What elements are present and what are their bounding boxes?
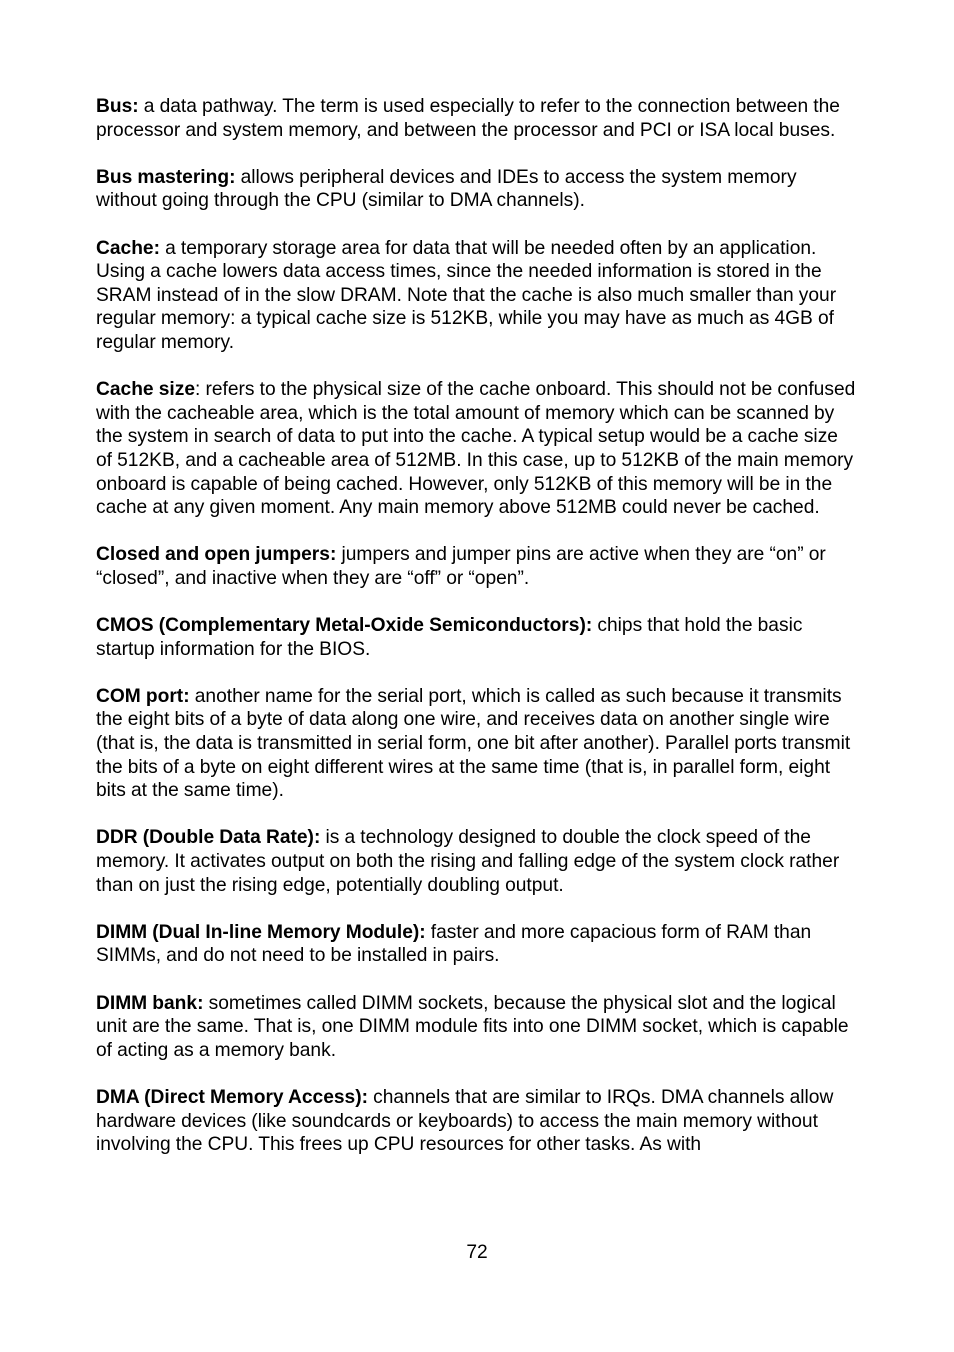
glossary-term: DIMM bank: [96,992,204,1014]
glossary-definition: : refers to the physical size of the cache onboard. This should not be confused with the cacheable area, which is the total amount of memory which can be scanned by the system in search of data to put into the cache. A typical setup would be a cache size of 512KB, and a cacheable area of 512MB. In this case, up to 512KB of the main memory onboard is capable of being cached. However, only 512KB of this memory will be in the cache at any given moment. Any main memory above 512MB could never be cached. [96,379,856,519]
glossary-entry-cache-size [96,378,858,520]
glossary-term: Cache: [96,237,160,259]
glossary-term: Bus mastering: [96,166,236,188]
glossary-term: COM port: [96,685,190,707]
glossary-entry-com-port [96,685,858,803]
glossary-entry-jumpers [96,543,858,590]
glossary-definition: faster and more capacious form of RAM than SIMMs, and do not need to be installed in pairs. [96,921,812,967]
glossary-term: CMOS (Complementary Metal-Oxide Semiconductors): [96,615,593,637]
glossary-term: Cache size [96,379,195,401]
glossary-definition: a temporary storage area for data that will be needed often by an application. Using a cache lowers data access times, since the needed information is stored in the SRAM instead of in the slow DRAM. Note that the cache is also much smaller than your regular memory: a typical cache size is 512KB, while you may have as much as 4GB of regular memory. [96,237,837,353]
glossary-entry-dimm [96,921,858,968]
glossary-definition: is a technology designed to double the clock speed of the memory. It activates output on both the rising and falling edge of the system clock rather than on just the rising edge, potentially doubling output. [96,827,840,896]
glossary-definition: allows peripheral devices and IDEs to access the system memory without going through the CPU (similar to DMA channels). [96,166,797,212]
glossary-entry-dimm-bank [96,992,858,1063]
glossary-entry-ddr [96,826,858,897]
glossary-term: DIMM (Dual In-line Memory Module): [96,921,426,943]
glossary-definition: jumpers and jumper pins are active when they are “on” or “closed”, and inactive when they are “off” or “open”. [96,544,826,589]
glossary-definition: another name for the serial port, which is called as such because it transmits the eight bits of a byte of data along one wire, and receives data on another single wire (that is, the data is transmitted in serial form, one bit after another). Parallel ports transmit the bits of a byte on eight different wires at the same time (that is, in parallel form, eight bits at the same time). [96,685,851,802]
glossary-entry-bus [96,95,858,142]
glossary-entry-bus-mastering [96,166,858,213]
glossary-term: Bus: [96,96,139,117]
glossary-definition: sometimes called DIMM sockets, because the physical slot and the logical unit are the same. That is, one DIMM module fits into one DIMM socket, which is capable of acting as a memory bank. [96,992,849,1061]
glossary-entry-cache [96,237,858,355]
glossary-term: Closed and open jumpers: [96,544,337,566]
glossary-entry-cmos [96,614,858,661]
glossary-body [96,95,858,1180]
glossary-term: DMA (Direct Memory Access): [96,1086,369,1108]
glossary-definition: chips that hold the basic startup information for the BIOS. [96,615,803,660]
glossary-definition: channels that are similar to IRQs. DMA channels allow hardware devices (like soundcards or keyboards) to access the main memory without involving the CPU. This frees up CPU resources for other tasks. As with [96,1086,834,1156]
glossary-definition: a data pathway. The term is used especially to refer to the connection between the processor and system memory, and between the processor and PCI or ISA local buses. [96,96,840,141]
glossary-term: DDR (Double Data Rate): [96,827,321,849]
page-number: 72 [466,1242,488,1263]
glossary-entry-dma [96,1086,858,1157]
